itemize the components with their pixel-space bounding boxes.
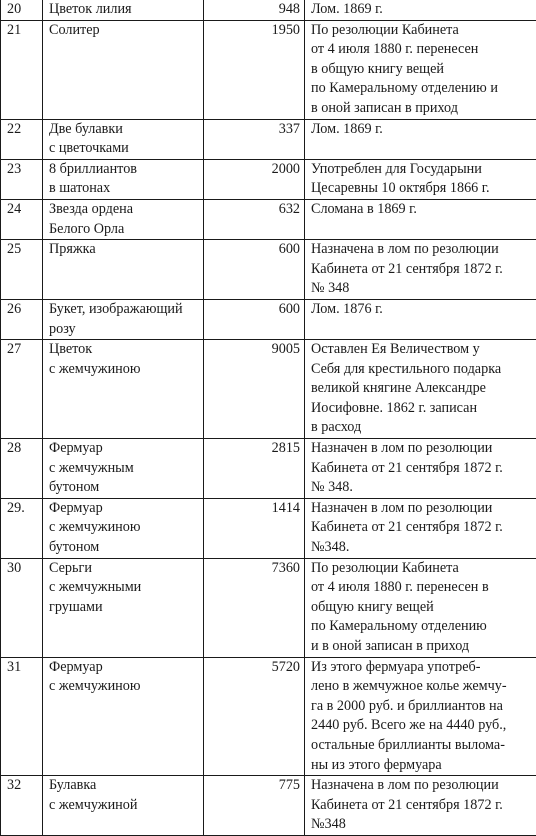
cell-item-note xyxy=(305,657,536,776)
item-name-line: Две булавки xyxy=(49,120,199,140)
item-note-line: га в 2000 руб. и бриллиантов на xyxy=(311,697,532,717)
item-note-line: Кабинета от 21 сентября 1872 г. xyxy=(311,796,532,816)
table-row xyxy=(1,340,536,439)
item-name-line: 8 бриллиантов xyxy=(49,160,199,180)
cell-item-value: 600 xyxy=(204,299,305,339)
item-name-line: с жемчужными xyxy=(49,578,199,598)
cell-item-value: 1950 xyxy=(204,20,305,119)
cell-item-value: 1414 xyxy=(204,498,305,558)
item-note-line: Сломана в 1869 г. xyxy=(311,200,532,220)
item-note-line: 2440 руб. Всего же на 4440 руб., xyxy=(311,716,532,736)
item-name-line: Букет, изображающий xyxy=(49,300,199,320)
table-row xyxy=(1,657,536,776)
cell-item-note xyxy=(305,439,536,499)
cell-item-number: 29. xyxy=(1,498,43,558)
table-row xyxy=(1,439,536,499)
table-row xyxy=(1,299,536,339)
cell-item-number: 31 xyxy=(1,657,43,776)
cell-item-name xyxy=(43,340,204,439)
cell-item-note xyxy=(305,340,536,439)
item-name-line: бутоном xyxy=(49,478,199,498)
item-note-line: Лом. 1869 г. xyxy=(311,120,532,140)
cell-item-number: 30 xyxy=(1,558,43,657)
cell-item-value: 600 xyxy=(204,240,305,300)
item-note-line: По резолюции Кабинета xyxy=(311,559,532,579)
cell-item-number: 28 xyxy=(1,439,43,499)
item-note-line: Назначен в лом по резолюции xyxy=(311,439,532,459)
item-name-line: с жемчужным xyxy=(49,459,199,479)
cell-item-note xyxy=(305,240,536,300)
cell-item-value: 948 xyxy=(204,0,305,20)
item-note-line: По резолюции Кабинета xyxy=(311,21,532,41)
item-name-line: грушами xyxy=(49,598,199,618)
item-note-line: великой княгине Александре xyxy=(311,379,532,399)
cell-item-name xyxy=(43,558,204,657)
table-row xyxy=(1,498,536,558)
item-note-line: Назначена в лом по резолюции xyxy=(311,240,532,260)
item-note-line: Употреблен для Государыни xyxy=(311,160,532,180)
table-row xyxy=(1,776,536,836)
item-note-line: Цесаревны 10 октября 1866 г. xyxy=(311,179,532,199)
item-note-line: общую книгу вещей xyxy=(311,598,532,618)
item-name-line: в шатонах xyxy=(49,179,199,199)
item-name-line: с цветочками xyxy=(49,139,199,159)
cell-item-value: 775 xyxy=(204,776,305,836)
cell-item-note xyxy=(305,498,536,558)
item-name-line: Серьги xyxy=(49,559,199,579)
cell-item-name xyxy=(43,657,204,776)
item-note-line: Иосифовне. 1862 г. записан xyxy=(311,399,532,419)
cell-item-name xyxy=(43,240,204,300)
cell-item-note xyxy=(305,558,536,657)
table-row xyxy=(1,558,536,657)
cell-item-name xyxy=(43,439,204,499)
item-note-line: от 4 июля 1880 г. перенесен xyxy=(311,40,532,60)
table-row xyxy=(1,119,536,159)
cell-item-note xyxy=(305,776,536,836)
table-row xyxy=(1,159,536,199)
item-note-line: по Камеральному отделению и xyxy=(311,79,532,99)
item-name-line: Белого Орла xyxy=(49,220,199,240)
cell-item-note xyxy=(305,299,536,339)
item-note-line: Назначена в лом по резолюции xyxy=(311,776,532,796)
cell-item-name xyxy=(43,159,204,199)
item-note-line: по Камеральному отделению xyxy=(311,617,532,637)
item-name-line: Цветок xyxy=(49,340,199,360)
item-name-line: Цветок лилия xyxy=(49,0,199,20)
cell-item-value: 2000 xyxy=(204,159,305,199)
cell-item-name xyxy=(43,498,204,558)
item-note-line: в общую книгу вещей xyxy=(311,60,532,80)
item-name-line: Пряжка xyxy=(49,240,199,260)
item-note-line: в оной записан в приход xyxy=(311,99,532,119)
cell-item-name xyxy=(43,299,204,339)
item-note-line: Из этого фермуара употреб- xyxy=(311,658,532,678)
cell-item-number: 22 xyxy=(1,119,43,159)
cell-item-value: 632 xyxy=(204,199,305,239)
item-name-line: Булавка xyxy=(49,776,199,796)
cell-item-value: 337 xyxy=(204,119,305,159)
item-note-line: Назначен в лом по резолюции xyxy=(311,499,532,519)
cell-item-name xyxy=(43,119,204,159)
item-note-line: №348. xyxy=(311,538,532,558)
registry-body xyxy=(1,0,536,835)
cell-item-number: 27 xyxy=(1,340,43,439)
item-note-line: остальные бриллианты вылома- xyxy=(311,736,532,756)
table-row xyxy=(1,199,536,239)
item-note-line: от 4 июля 1880 г. перенесен в xyxy=(311,578,532,598)
cell-item-number: 32 xyxy=(1,776,43,836)
item-note-line: Кабинета от 21 сентября 1872 г. xyxy=(311,260,532,280)
item-name-line: Фермуар xyxy=(49,499,199,519)
item-note-line: № 348 xyxy=(311,279,532,299)
item-note-line: и в оной записан в приход xyxy=(311,637,532,657)
table-row xyxy=(1,240,536,300)
cell-item-note xyxy=(305,199,536,239)
cell-item-value: 2815 xyxy=(204,439,305,499)
cell-item-number: 25 xyxy=(1,240,43,300)
item-note-line: Оставлен Ея Величеством у xyxy=(311,340,532,360)
item-name-line: бутоном xyxy=(49,538,199,558)
item-note-line: в расход xyxy=(311,418,532,438)
item-name-line: Солитер xyxy=(49,21,199,41)
cell-item-name xyxy=(43,0,204,20)
item-note-line: ны из этого фермуара xyxy=(311,756,532,776)
table-row xyxy=(1,0,536,20)
cell-item-number: 20 xyxy=(1,0,43,20)
item-note-line: № 348. xyxy=(311,478,532,498)
item-note-line: Кабинета от 21 сентября 1872 г. xyxy=(311,518,532,538)
item-name-line: с жемчужиной xyxy=(49,796,199,816)
item-note-line: Кабинета от 21 сентября 1872 г. xyxy=(311,459,532,479)
cell-item-note xyxy=(305,0,536,20)
cell-item-name xyxy=(43,20,204,119)
item-note-line: Лом. 1869 г. xyxy=(311,0,532,20)
item-name-line: с жемчужиною xyxy=(49,677,199,697)
item-note-line: лено в жемчужное колье жемчу- xyxy=(311,677,532,697)
table-row xyxy=(1,20,536,119)
item-note-line: Себя для крестильного подарка xyxy=(311,360,532,380)
cell-item-number: 26 xyxy=(1,299,43,339)
cell-item-number: 24 xyxy=(1,199,43,239)
cell-item-value: 9005 xyxy=(204,340,305,439)
item-name-line: с жемчужиною xyxy=(49,360,199,380)
cell-item-value: 5720 xyxy=(204,657,305,776)
cell-item-value: 7360 xyxy=(204,558,305,657)
cell-item-name xyxy=(43,776,204,836)
item-name-line: Фермуар xyxy=(49,658,199,678)
item-note-line: №348 xyxy=(311,815,532,835)
item-note-line: Лом. 1876 г. xyxy=(311,300,532,320)
cell-item-note xyxy=(305,20,536,119)
cell-item-number: 23 xyxy=(1,159,43,199)
cell-item-number: 21 xyxy=(1,20,43,119)
item-name-line: Звезда ордена xyxy=(49,200,199,220)
item-name-line: Фермуар xyxy=(49,439,199,459)
cell-item-note xyxy=(305,119,536,159)
item-name-line: с жемчужиною xyxy=(49,518,199,538)
item-name-line: розу xyxy=(49,320,199,340)
cell-item-name xyxy=(43,199,204,239)
cell-item-note xyxy=(305,159,536,199)
